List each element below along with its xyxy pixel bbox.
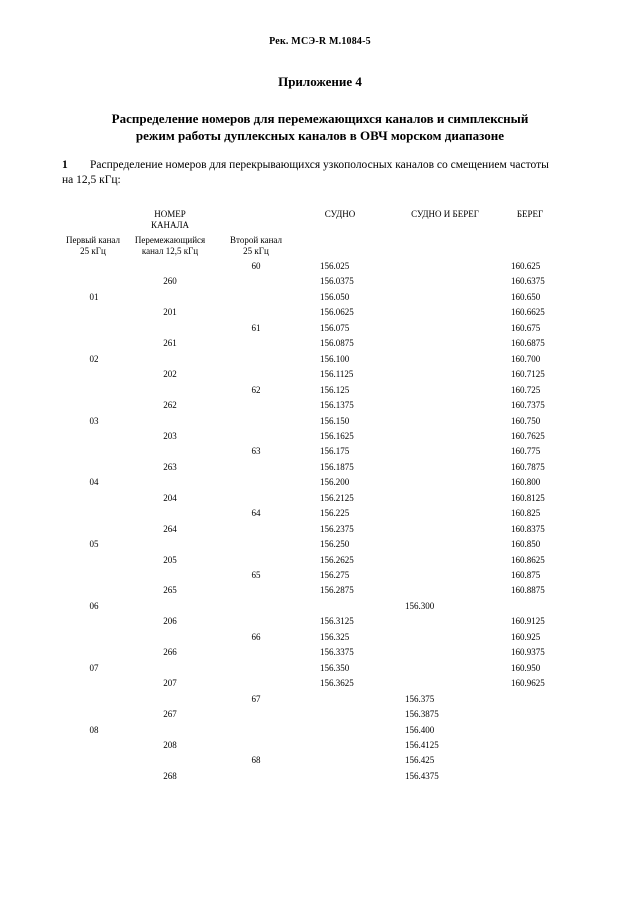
shore-freq-cell: 160.7875 — [511, 462, 545, 472]
shore-freq-cell: 160.8375 — [511, 524, 545, 534]
interleaved-channel-cell: 263 — [163, 462, 177, 472]
main-title — [60, 110, 580, 144]
header-first-channel-line-1: Первый канал — [66, 235, 120, 245]
ship-freq-cell: 156.025 — [320, 261, 350, 271]
shore-freq-cell: 160.7625 — [511, 431, 545, 441]
section-text-line-2: на 12,5 кГц: — [62, 174, 121, 186]
shore-freq-cell: 160.825 — [511, 508, 541, 518]
ship-freq-cell: 156.100 — [320, 354, 350, 364]
section-1 — [62, 158, 582, 188]
shore-freq-cell: 160.850 — [511, 539, 541, 549]
second-channel-cell: 66 — [251, 632, 261, 642]
header-second-channel — [218, 235, 294, 257]
shore-freq-cell: 160.7125 — [511, 369, 545, 379]
header-interleaved-line-2: канал 12,5 кГц — [141, 246, 199, 256]
shore-freq-cell: 160.9125 — [511, 616, 545, 626]
first-channel-cell: 01 — [89, 292, 99, 302]
main-title-line-1: Распределение номеров для перемежающихся каналов и симплексный — [111, 111, 529, 126]
shore-freq-cell: 160.6875 — [511, 338, 545, 348]
ship-freq-cell: 156.075 — [320, 323, 350, 333]
ship-freq-cell: 156.200 — [320, 477, 350, 487]
ship-freq-cell: 156.350 — [320, 663, 350, 673]
section-number: 1 — [62, 159, 68, 171]
first-channel-cell: 07 — [89, 663, 99, 673]
ship-freq-cell: 156.125 — [320, 385, 350, 395]
interleaved-channel-cell: 201 — [163, 307, 177, 317]
annex-title: Приложение 4 — [278, 74, 362, 89]
interleaved-channel-cell: 202 — [163, 369, 177, 379]
ship-shore-freq-cell: 156.300 — [405, 601, 435, 611]
header-interleaved-channel — [128, 235, 212, 257]
shore-freq-cell: 160.8625 — [511, 555, 545, 565]
shore-freq-cell: 160.725 — [511, 385, 541, 395]
first-channel-cell: 06 — [89, 601, 99, 611]
running-header: Рек. МСЭ-R M.1084-5 — [269, 36, 371, 47]
first-channel-cell: 02 — [89, 354, 99, 364]
interleaved-channel-cell: 261 — [163, 338, 177, 348]
interleaved-channel-cell: 260 — [163, 276, 177, 286]
ship-freq-cell: 156.1125 — [320, 369, 354, 379]
interleaved-channel-cell: 265 — [163, 585, 177, 595]
header-shore: БЕРЕГ — [516, 209, 544, 219]
header-first-channel-line-2: 25 кГц — [80, 246, 106, 256]
header-second-channel-line-2: 25 кГц — [243, 246, 269, 256]
second-channel-cell: 68 — [251, 755, 261, 765]
main-title-line-2: режим работы дуплексных каналов в ОВЧ морском диапазоне — [135, 128, 505, 143]
ship-shore-freq-cell: 156.425 — [405, 755, 435, 765]
second-channel-cell: 60 — [251, 261, 261, 271]
shore-freq-cell: 160.8875 — [511, 585, 545, 595]
ship-freq-cell: 156.2375 — [320, 524, 354, 534]
second-channel-cell: 65 — [251, 570, 261, 580]
ship-shore-freq-cell: 156.4125 — [405, 740, 439, 750]
interleaved-channel-cell: 206 — [163, 616, 177, 626]
header-channel-number — [140, 209, 200, 231]
ship-freq-cell: 156.150 — [320, 416, 350, 426]
interleaved-channel-cell: 204 — [163, 493, 177, 503]
shore-freq-cell: 160.625 — [511, 261, 541, 271]
interleaved-channel-cell: 203 — [163, 431, 177, 441]
ship-freq-cell: 156.2625 — [320, 555, 354, 565]
header-channel-number-line-1: НОМЕР — [154, 209, 186, 219]
ship-freq-cell: 156.275 — [320, 570, 350, 580]
second-channel-cell: 63 — [251, 446, 261, 456]
first-channel-cell: 03 — [89, 416, 99, 426]
interleaved-channel-cell: 207 — [163, 678, 177, 688]
first-channel-cell: 05 — [89, 539, 99, 549]
second-channel-cell: 64 — [251, 508, 261, 518]
ship-freq-cell: 156.0875 — [320, 338, 354, 348]
ship-freq-cell: 156.2125 — [320, 493, 354, 503]
interleaved-channel-cell: 267 — [163, 709, 177, 719]
header-ship: СУДНО — [324, 209, 356, 219]
ship-freq-cell: 156.3375 — [320, 647, 354, 657]
shore-freq-cell: 160.800 — [511, 477, 541, 487]
shore-freq-cell: 160.6375 — [511, 276, 545, 286]
header-channel-number-line-2: КАНАЛА — [150, 220, 190, 230]
interleaved-channel-cell: 208 — [163, 740, 177, 750]
shore-freq-cell: 160.8125 — [511, 493, 545, 503]
second-channel-cell: 62 — [251, 385, 261, 395]
ship-freq-cell: 156.1875 — [320, 462, 354, 472]
interleaved-channel-cell: 262 — [163, 400, 177, 410]
shore-freq-cell: 160.9375 — [511, 647, 545, 657]
shore-freq-cell: 160.775 — [511, 446, 541, 456]
ship-freq-cell: 156.1375 — [320, 400, 354, 410]
shore-freq-cell: 160.7375 — [511, 400, 545, 410]
ship-freq-cell: 156.3625 — [320, 678, 354, 688]
ship-freq-cell: 156.175 — [320, 446, 350, 456]
header-first-channel — [55, 235, 131, 257]
shore-freq-cell: 160.875 — [511, 570, 541, 580]
shore-freq-cell: 160.650 — [511, 292, 541, 302]
interleaved-channel-cell: 264 — [163, 524, 177, 534]
header-second-channel-line-1: Второй канал — [230, 235, 282, 245]
shore-freq-cell: 160.6625 — [511, 307, 545, 317]
ship-shore-freq-cell: 156.3875 — [405, 709, 439, 719]
shore-freq-cell: 160.750 — [511, 416, 541, 426]
ship-shore-freq-cell: 156.4375 — [405, 771, 439, 781]
shore-freq-cell: 160.675 — [511, 323, 541, 333]
second-channel-cell: 67 — [251, 694, 261, 704]
shore-freq-cell: 160.925 — [511, 632, 541, 642]
header-ship-and-shore: СУДНО И БЕРЕГ — [411, 209, 479, 219]
ship-freq-cell: 156.1625 — [320, 431, 354, 441]
ship-freq-cell: 156.325 — [320, 632, 350, 642]
first-channel-cell: 08 — [89, 725, 99, 735]
section-text-line-1: Распределение номеров для перекрывающихся узкополосных каналов со смещением частоты — [90, 159, 549, 171]
second-channel-cell: 61 — [251, 323, 261, 333]
interleaved-channel-cell: 205 — [163, 555, 177, 565]
first-channel-cell: 04 — [89, 477, 99, 487]
ship-freq-cell: 156.3125 — [320, 616, 354, 626]
shore-freq-cell: 160.700 — [511, 354, 541, 364]
header-interleaved-line-1: Перемежающийся — [134, 235, 206, 245]
ship-freq-cell: 156.050 — [320, 292, 350, 302]
ship-freq-cell: 156.2875 — [320, 585, 354, 595]
ship-freq-cell: 156.250 — [320, 539, 350, 549]
ship-freq-cell: 156.0625 — [320, 307, 354, 317]
interleaved-channel-cell: 266 — [163, 647, 177, 657]
ship-freq-cell: 156.225 — [320, 508, 350, 518]
ship-shore-freq-cell: 156.375 — [405, 694, 435, 704]
shore-freq-cell: 160.950 — [511, 663, 541, 673]
interleaved-channel-cell: 268 — [163, 771, 177, 781]
shore-freq-cell: 160.9625 — [511, 678, 545, 688]
ship-shore-freq-cell: 156.400 — [405, 725, 435, 735]
ship-freq-cell: 156.0375 — [320, 276, 354, 286]
